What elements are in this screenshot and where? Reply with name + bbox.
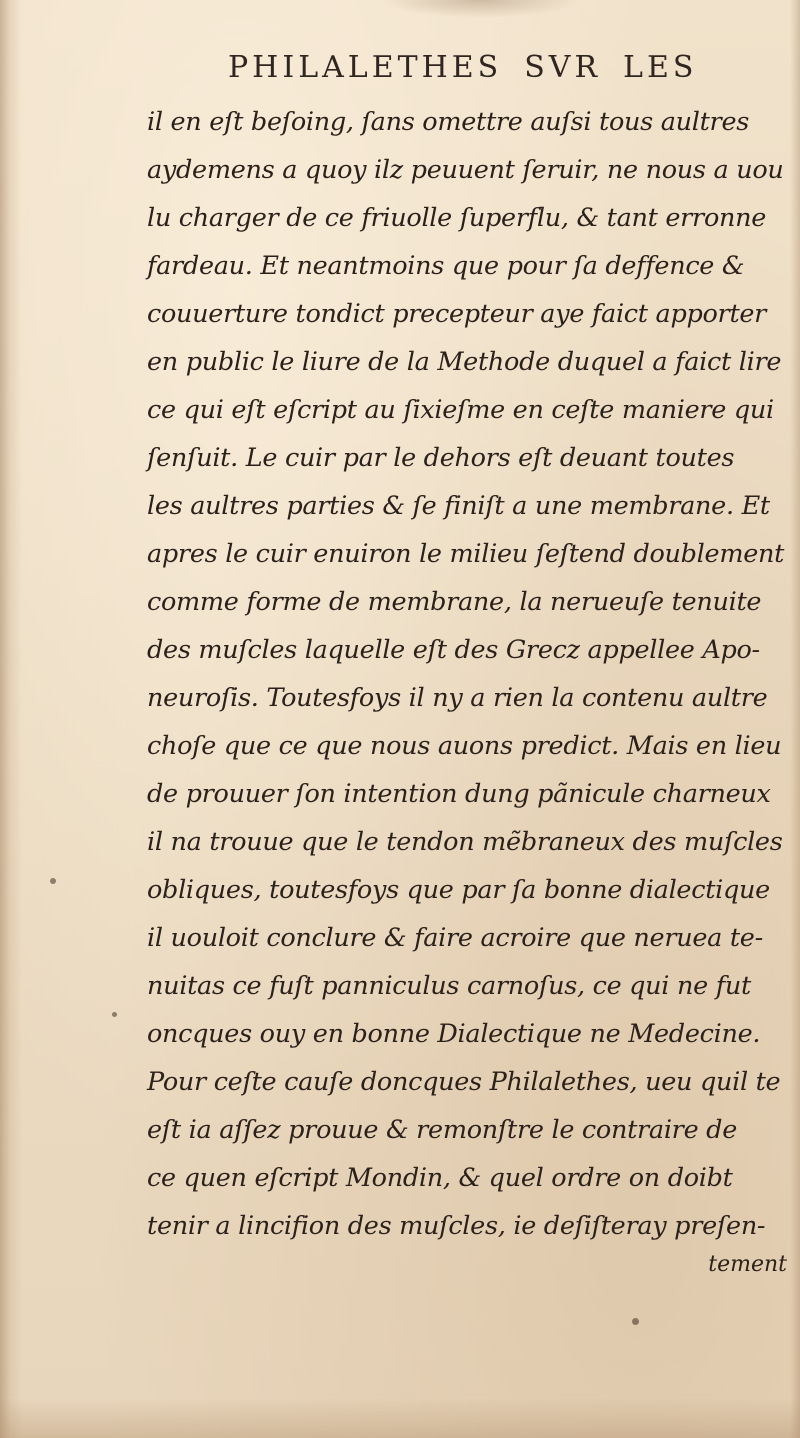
text-line: aydemens a quoy ilz peuuent ſeruir, ne nous a uou	[147, 155, 784, 185]
text-line: les aultres parties & ſe finiſt a une membrane. Et	[147, 491, 770, 521]
ink-speck	[632, 1318, 639, 1325]
page-gutter-shadow	[0, 0, 22, 1438]
text-line: Pour ceſte cauſe doncques Philalethes, ueu quil te	[147, 1067, 781, 1097]
header-word: LES	[623, 50, 698, 85]
text-line: ce qui eſt eſcript au ſixieſme en ceſte maniere qui	[147, 395, 774, 425]
text-line: comme forme de membrane, la nerueuſe tenuite	[147, 587, 762, 617]
page-bottom-shadow	[0, 1398, 800, 1438]
text-line: apres le cuir enuiron le milieu ſeſtend doublement	[147, 539, 785, 569]
text-line: il uouloit conclure & faire acroire que neruea te-	[147, 923, 763, 953]
body-text	[147, 98, 797, 1280]
text-line: il na trouue que le tendon mẽbraneux des muſcles	[147, 827, 783, 857]
text-line: ce quen eſcript Mondin, & quel ordre on doibt	[147, 1163, 733, 1193]
text-line: lu charger de ce friuolle ſuperflu, & tant erronne	[147, 203, 767, 233]
text-line: de prouuer ſon intention dung pãnicule charneux	[147, 779, 771, 809]
text-line: il en eſt beſoing, ſans omettre auſsi tous aultres	[147, 107, 750, 137]
running-header	[228, 50, 719, 85]
text-line: choſe que ce que nous auons predict. Mais en lieu	[147, 731, 782, 761]
text-line: tenir a lincifion des muſcles, ie deſiſteray preſen-	[147, 1211, 766, 1241]
text-line: neuroſis. Toutesfoys il ny a rien la contenu aultre	[147, 683, 768, 713]
text-line: eſt ia aſſez prouue & remonſtre le contraire de	[147, 1115, 737, 1145]
ink-speck	[112, 1012, 117, 1017]
text-line: couuerture tondict precepteur aye faict apporter	[147, 299, 767, 329]
text-line: oncques ouy en bonne Dialectique ne Medecine.	[147, 1019, 761, 1049]
text-line: en public le liure de la Methode duquel a faict lire	[147, 347, 782, 377]
text-line: des muſcles laquelle eſt des Grecz appellee Apo-	[147, 635, 760, 665]
text-line: fardeau. Et neantmoins que pour ſa deffence &	[147, 251, 745, 281]
page-stain	[380, 0, 580, 18]
header-word: SVR	[524, 50, 602, 85]
catchword-row	[147, 1250, 797, 1280]
text-line: ſenſuit. Le cuir par le dehors eſt deuant toutes	[147, 443, 735, 473]
text-line: obliques, toutesfoys que par ſa bonne dialectique	[147, 875, 770, 905]
header-word: PHILALETHES	[228, 50, 503, 85]
text-line: nuitas ce fuſt panniculus carnoſus, ce qui ne fut	[147, 971, 751, 1001]
catchword: tement	[708, 1252, 787, 1277]
ink-speck	[50, 878, 56, 884]
